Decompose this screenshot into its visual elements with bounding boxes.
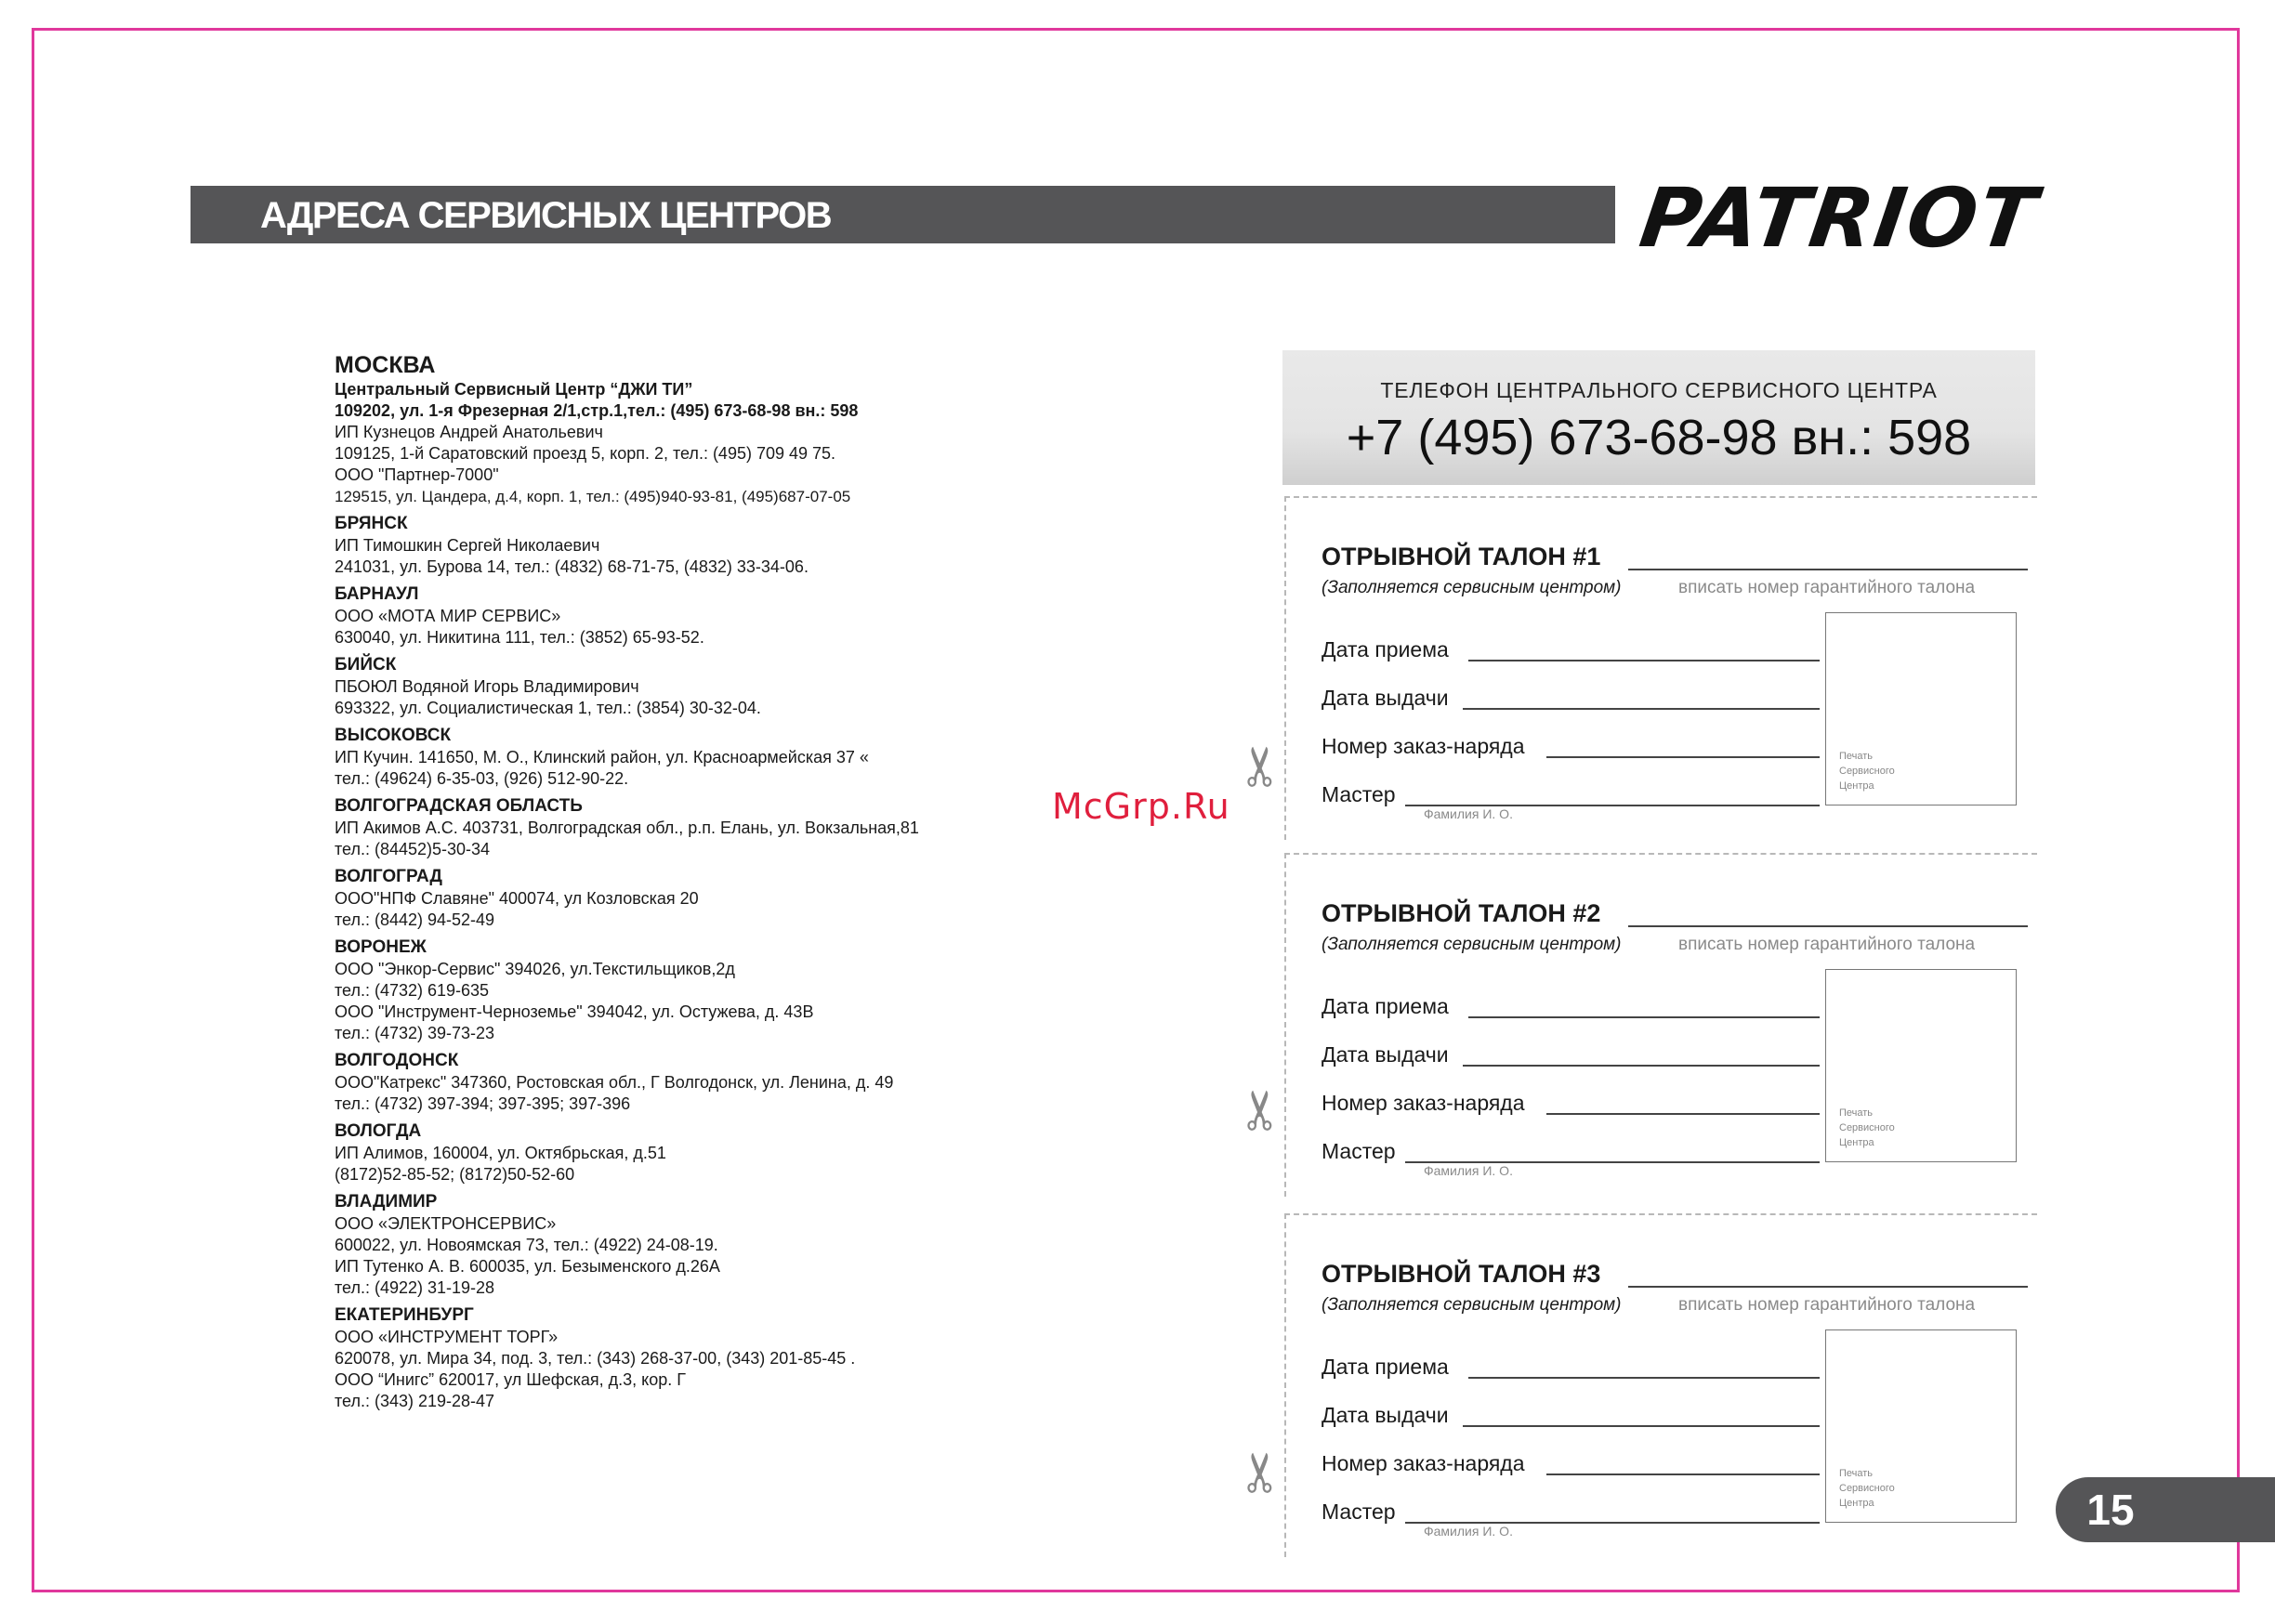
address-line: ООО"Катрекс" 347360, Ростовская обл., Г Волгодонск, ул. Ленина, д. 49 xyxy=(335,1073,894,1092)
address-line: ООО "Энкор-Сервис" 394026, ул.Текстильщиков,2д xyxy=(335,960,735,978)
address-line: тел.: (49624) 6-35-03, (926) 512-90-22. xyxy=(335,769,629,788)
city-heading: МОСКВА xyxy=(335,352,436,378)
stamp-label: Печать Сервисного Центра xyxy=(1839,1468,1895,1509)
address-line: 620078, ул. Мира 34, под. 3, тел.: (343) 268-37-00, (343) 201-85-45 . xyxy=(335,1349,856,1368)
cut-line xyxy=(1284,853,1286,1197)
address-line: 109202, ул. 1-я Фрезерная 2/1,стр.1,тел.: (495) 673-68-98 вн.: 598 xyxy=(335,401,859,420)
address-line: тел.: (4732) 619-635 xyxy=(335,981,490,1000)
coupon-subtitle: (Заполняется сервисным центром) xyxy=(1322,1295,1622,1315)
city-heading: ВОЛОГДА xyxy=(335,1121,422,1141)
address-line: 129515, ул. Цандера, д.4, корп. 1, тел.: (495)940-93-81, (495)687-07-05 xyxy=(335,488,851,505)
address-line: 630040, ул. Никитина 111, тел.: (3852) 65-93-52. xyxy=(335,628,704,647)
coupon-subtitle: (Заполняется сервисным центром) xyxy=(1322,578,1622,597)
field-issue-label: Дата выдачи xyxy=(1322,1403,1449,1427)
field-receive-line[interactable] xyxy=(1468,660,1820,661)
address-line: ИП Тимошкин Сергей Николаевич xyxy=(335,536,600,555)
address-line: ИП Алимов, 160004, ул. Октябрьская, д.51 xyxy=(335,1144,666,1162)
stamp-box xyxy=(1825,1329,2017,1523)
field-master-label: Мастер xyxy=(1322,1139,1396,1163)
city-heading: ВОЛГОГРАД xyxy=(335,867,442,886)
scissors-icon: ✂ xyxy=(1230,1087,1292,1133)
field-order-label: Номер заказ-наряда xyxy=(1322,734,1525,758)
stamp-label: Печать Сервисного Центра xyxy=(1839,751,1895,792)
field-order-line[interactable] xyxy=(1546,1113,1820,1115)
address-line: ИП Тутенко А. В. 600035, ул. Безыменского д.26А xyxy=(335,1257,720,1276)
city-heading: БИЙСК xyxy=(335,655,397,674)
address-line: ООО «ИНСТРУМЕНТ ТОРГ» xyxy=(335,1328,559,1346)
stamp-box xyxy=(1825,969,2017,1162)
city-heading: ЕКАТЕРИНБУРГ xyxy=(335,1305,474,1325)
field-issue-label: Дата выдачи xyxy=(1322,686,1449,710)
scissors-icon: ✂ xyxy=(1230,1449,1292,1496)
tear-off-coupon xyxy=(1284,1213,2037,1557)
field-issue-label: Дата выдачи xyxy=(1322,1042,1449,1067)
address-line: тел.: (4922) 31-19-28 xyxy=(335,1278,495,1297)
address-line: тел.: (8442) 94-52-49 xyxy=(335,910,495,929)
address-line: 693322, ул. Социалистическая 1, тел.: (3854) 30-32-04. xyxy=(335,699,761,717)
stamp-label: Печать Сервисного Центра xyxy=(1839,1107,1895,1148)
phone-number[interactable]: +7 (495) 673-68-98 вн.: 598 xyxy=(1346,410,1972,465)
coupon-hint: вписать номер гарантийного талона xyxy=(1678,935,1976,954)
field-master-label: Мастер xyxy=(1322,782,1396,806)
watermark: McGrp.Ru xyxy=(1052,786,1230,827)
field-order-line[interactable] xyxy=(1546,756,1820,758)
address-line: тел.: (4732) 39-73-23 xyxy=(335,1024,495,1042)
scissors-icon: ✂ xyxy=(1230,743,1292,790)
coupon-hint: вписать номер гарантийного талона xyxy=(1678,1295,1976,1315)
address-line: Центральный Сервисный Центр “ДЖИ ТИ” xyxy=(335,380,693,399)
address-line: ИП Кучин. 141650, М. О., Клинский район, ул. Красноармейская 37 « xyxy=(335,748,869,766)
page-number: 15 xyxy=(2086,1486,2135,1534)
field-issue-line[interactable] xyxy=(1463,708,1820,710)
field-issue-line[interactable] xyxy=(1463,1065,1820,1067)
address-line: ООО"НПФ Славяне" 400074, ул Козловская 20 xyxy=(335,889,699,908)
cut-line xyxy=(1284,496,2037,498)
field-receive-label: Дата приема xyxy=(1322,1355,1449,1379)
address-list xyxy=(335,351,1022,1412)
page-number-tab xyxy=(2056,1477,2275,1542)
field-receive-label: Дата приема xyxy=(1322,637,1449,661)
cut-line xyxy=(1284,1213,2037,1215)
city-heading: ВЫСОКОВСК xyxy=(335,726,452,745)
address-line: ООО "Партнер-7000" xyxy=(335,465,499,484)
address-line: (8172)52-85-52; (8172)50-52-60 xyxy=(335,1165,575,1184)
field-order-line[interactable] xyxy=(1546,1473,1820,1475)
tear-off-coupon xyxy=(1284,853,2037,1197)
field-receive-line[interactable] xyxy=(1468,1016,1820,1018)
address-line: ИП Акимов А.С. 403731, Волгоградская обл., р.п. Елань, ул. Вокзальная,81 xyxy=(335,819,919,837)
field-receive-line[interactable] xyxy=(1468,1377,1820,1379)
city-heading: БРЯНСК xyxy=(335,514,408,533)
address-line: 109125, 1-й Саратовский проезд 5, корп. 2, тел.: (495) 709 49 75. xyxy=(335,444,836,463)
signature-note: Фамилия И. О. xyxy=(1424,1524,1513,1539)
address-line: ООО "Инструмент-Черноземье" 394042, ул. Остужева, д. 43В xyxy=(335,1002,814,1021)
field-receive-label: Дата приема xyxy=(1322,994,1449,1018)
address-line: ООО «ЭЛЕКТРОНСЕРВИС» xyxy=(335,1214,557,1233)
tear-off-coupon xyxy=(1284,496,2037,840)
phone-label: ТЕЛЕФОН ЦЕНТРАЛЬНОГО СЕРВИСНОГО ЦЕНТРА xyxy=(1380,378,1938,402)
cut-line xyxy=(1284,1213,1286,1557)
address-line: ООО “Инигс” 620017, ул Шефская, д.3, кор. Г xyxy=(335,1370,686,1389)
signature-note: Фамилия И. О. xyxy=(1424,1163,1513,1178)
coupon-subtitle: (Заполняется сервисным центром) xyxy=(1322,935,1622,954)
address-line: ПБОЮЛ Водяной Игорь Владимирович xyxy=(335,677,639,696)
address-line: ООО «МОТА МИР СЕРВИС» xyxy=(335,607,561,625)
cut-line xyxy=(1284,853,2037,855)
coupon-number-field[interactable] xyxy=(1628,569,2028,570)
address-line: 241031, ул. Бурова 14, тел.: (4832) 68-71-75, (4832) 33-34-06. xyxy=(335,557,809,576)
coupon-hint: вписать номер гарантийного талона xyxy=(1678,578,1976,597)
field-order-label: Номер заказ-наряда xyxy=(1322,1091,1525,1115)
central-phone-box xyxy=(1282,350,2035,485)
page-title: АДРЕСА СЕРВИСНЫХ ЦЕНТРОВ xyxy=(260,195,832,236)
stamp-box xyxy=(1825,612,2017,805)
field-issue-line[interactable] xyxy=(1463,1425,1820,1427)
city-heading: ВЛАДИМИР xyxy=(335,1192,438,1211)
city-heading: ВОЛГОДОНСК xyxy=(335,1051,459,1070)
city-heading: ВОЛГОГРАДСКАЯ ОБЛАСТЬ xyxy=(335,796,583,816)
signature-note: Фамилия И. О. xyxy=(1424,806,1513,821)
coupon-title: ОТРЫВНОЙ ТАЛОН #2 xyxy=(1322,899,1601,927)
coupon-number-field[interactable] xyxy=(1628,925,2028,927)
address-line: тел.: (84452)5-30-34 xyxy=(335,840,491,858)
coupon-title: ОТРЫВНОЙ ТАЛОН #3 xyxy=(1322,1260,1601,1288)
address-line: ИП Кузнецов Андрей Анатольевич xyxy=(335,423,603,441)
field-master-label: Мастер xyxy=(1322,1500,1396,1524)
city-heading: БАРНАУЛ xyxy=(335,584,419,604)
address-line: тел.: (4732) 397-394; 397-395; 397-396 xyxy=(335,1094,631,1113)
coupon-title: ОТРЫВНОЙ ТАЛОН #1 xyxy=(1322,543,1601,570)
brand-logo: PATRIOT xyxy=(1634,170,2044,266)
address-line: 600022, ул. Новоямская 73, тел.: (4922) 24-08-19. xyxy=(335,1236,718,1254)
address-line: тел.: (343) 219-28-47 xyxy=(335,1392,495,1410)
coupon-number-field[interactable] xyxy=(1628,1286,2028,1288)
city-heading: ВОРОНЕЖ xyxy=(335,937,427,957)
field-order-label: Номер заказ-наряда xyxy=(1322,1451,1525,1475)
